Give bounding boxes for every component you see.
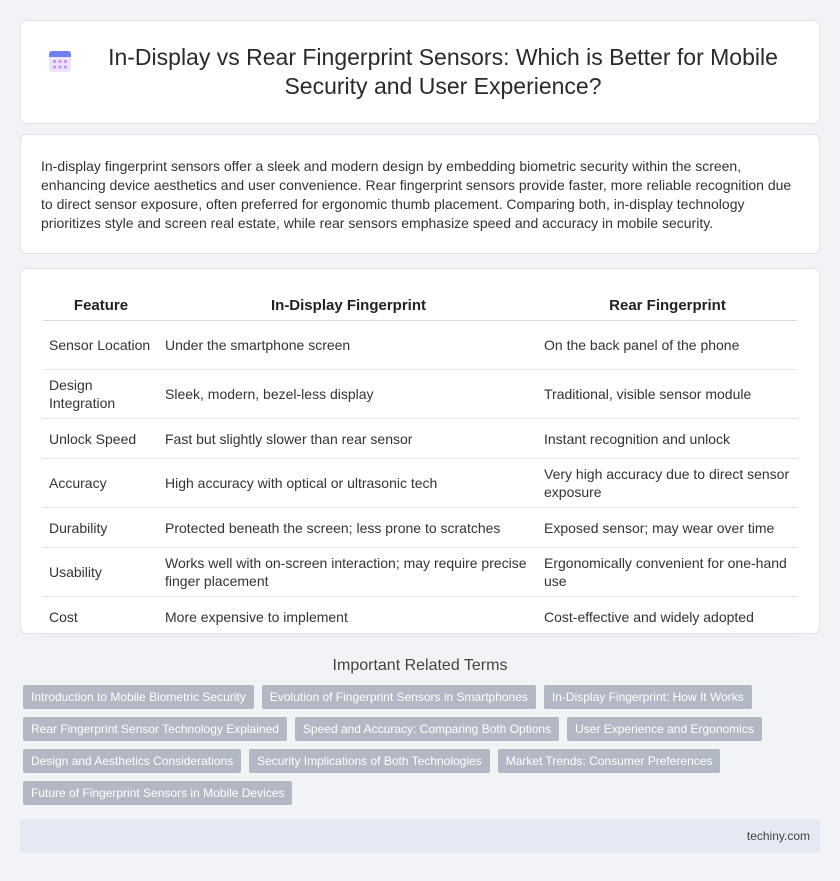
related-term-link[interactable]: Security Implications of Both Technologies — [249, 749, 490, 773]
table-row — [43, 419, 797, 459]
column-header: Feature — [43, 291, 159, 321]
feature-cell: Usability — [43, 548, 159, 597]
related-term-link[interactable]: User Experience and Ergonomics — [567, 717, 762, 741]
feature-cell: Accuracy — [43, 459, 159, 508]
intro-card — [20, 134, 820, 254]
column-header: In-Display Fingerprint — [159, 291, 538, 321]
feature-cell: Durability — [43, 508, 159, 548]
table-row — [43, 459, 797, 508]
table-row — [43, 321, 797, 370]
in-display-cell: More expensive to implement — [159, 597, 538, 637]
feature-cell: Cost — [43, 597, 159, 637]
table-header-row — [43, 291, 797, 321]
table-row — [43, 548, 797, 597]
related-term-link[interactable]: Rear Fingerprint Sensor Technology Explained — [23, 717, 287, 741]
in-display-cell: Under the smartphone screen — [159, 321, 538, 370]
related-terms-list — [0, 685, 840, 813]
related-term-link[interactable]: In-Display Fingerprint: How It Works — [544, 685, 752, 709]
related-term-link[interactable]: Speed and Accuracy: Comparing Both Options — [295, 717, 559, 741]
related-terms-section — [0, 657, 840, 813]
title-wrap — [47, 43, 793, 101]
related-terms-heading: Important Related Terms — [332, 657, 508, 674]
related-term-link[interactable]: Design and Aesthetics Considerations — [23, 749, 241, 773]
related-term-link[interactable]: Introduction to Mobile Biometric Security — [23, 685, 254, 709]
title-card — [20, 20, 820, 124]
rear-cell: Instant recognition and unlock — [538, 419, 797, 459]
rear-cell: Cost-effective and widely adopted — [538, 597, 797, 637]
column-header: Rear Fingerprint — [538, 291, 797, 321]
page-title: In-Display vs Rear Fingerprint Sensors: Which is Better for Mobile Security and User Experience? — [108, 44, 778, 99]
table-row — [43, 508, 797, 548]
table-row — [43, 370, 797, 419]
rear-cell: Very high accuracy due to direct sensor exposure — [538, 459, 797, 508]
feature-cell: Sensor Location — [43, 321, 159, 370]
intro-paragraph: In-display fingerprint sensors offer a sleek and modern design by embedding biometric security within the screen, enhancing device aesthetics and user convenience. Rear fingerprint sensors provide faster, more reliable recognition due to direct sensor exposure, often preferred for ergonomic thumb placement. Comparing both, in-display technology prioritizes style and screen real estate, while rear sensors emphasize speed and accuracy in mobile security. — [41, 158, 792, 231]
in-display-cell: High accuracy with optical or ultrasonic tech — [159, 459, 538, 508]
table-row — [43, 597, 797, 637]
rear-cell: Traditional, visible sensor module — [538, 370, 797, 419]
footer-bar — [20, 819, 820, 853]
footer-site-link[interactable]: techiny.com — [746, 829, 810, 843]
in-display-cell: Sleek, modern, bezel-less display — [159, 370, 538, 419]
related-term-link[interactable]: Evolution of Fingerprint Sensors in Smartphones — [262, 685, 536, 709]
in-display-cell: Protected beneath the screen; less prone to scratches — [159, 508, 538, 548]
in-display-cell: Works well with on-screen interaction; may require precise finger placement — [159, 548, 538, 597]
related-term-link[interactable]: Future of Fingerprint Sensors in Mobile Devices — [23, 781, 292, 805]
in-display-cell: Fast but slightly slower than rear sensor — [159, 419, 538, 459]
rear-cell: On the back panel of the phone — [538, 321, 797, 370]
calendar-icon — [47, 48, 73, 74]
comparison-card — [20, 268, 820, 634]
rear-cell: Ergonomically convenient for one-hand use — [538, 548, 797, 597]
rear-cell: Exposed sensor; may wear over time — [538, 508, 797, 548]
related-term-link[interactable]: Market Trends: Consumer Preferences — [498, 749, 721, 773]
feature-cell: Design Integration — [43, 370, 159, 419]
comparison-table — [43, 291, 797, 637]
feature-cell: Unlock Speed — [43, 419, 159, 459]
